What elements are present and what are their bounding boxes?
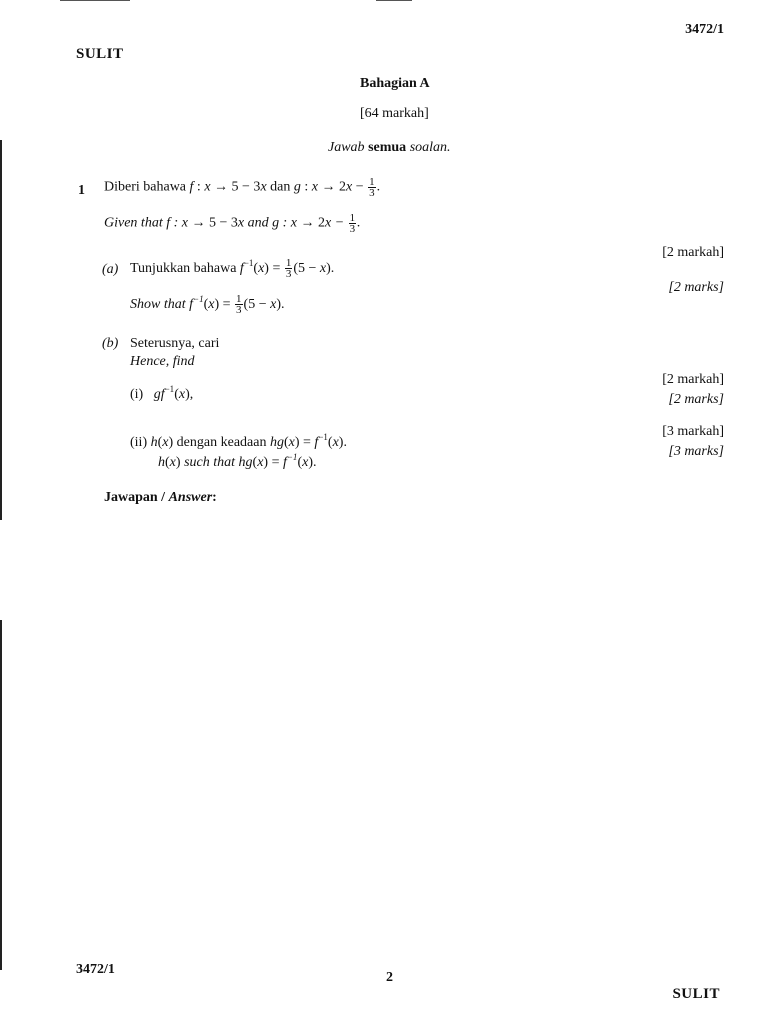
question-stem-en: Given that f : x → 5 − 3x and g : x → 2x − $\frac{1}{3}$ . [104, 212, 361, 235]
sub-i-marks-en: [2 marks] [668, 392, 724, 407]
question-stem-ms: Diberi bahawa f : x → 5 − 3x dan g : x → 2x − $\frac{1}{3}$ . [104, 176, 381, 199]
sub-ii-marks-ms: [3 markah] [662, 424, 724, 439]
scan-left-edge [0, 140, 2, 520]
fraction-one-third-a-en: $\frac{1}{3}$ [236, 293, 242, 317]
scan-left-edge-lower [0, 620, 2, 970]
part-b-text-ms: Seterusnya, cari [130, 336, 220, 351]
answer-label: Jawapan / Answer: [104, 490, 217, 505]
part-a-text-en: Show that $f^{-1}(x)$ = $\frac{1}{3}$ (5 − x). [130, 293, 285, 317]
scan-top-line-right [376, 0, 412, 1]
part-b-label: (b) [102, 336, 119, 351]
fraction-one-third-en: $\frac{1}{3}$ [349, 212, 356, 235]
paper-code-bottom: 3472/1 [76, 962, 115, 977]
sub-i-marks-ms: [2 markah] [662, 372, 724, 387]
part-a-label: (a) [102, 262, 119, 277]
section-marks: [64 markah] [360, 106, 429, 121]
sub-ii-text-en: h(x) such that $hg(x) = f^{-1}(x)$. [158, 452, 317, 470]
section-instruction: Jawab semua soalan. [328, 140, 451, 155]
sub-ii-marks-en: [3 marks] [668, 444, 724, 459]
part-b-text-en: Hence, find [130, 354, 195, 369]
part-a-marks-en: [2 marks] [668, 280, 724, 295]
sulit-label-top: SULIT [76, 46, 124, 62]
sub-i-text: (i) $gf^{-1}(x)$, [130, 384, 194, 402]
page-number: 2 [386, 970, 393, 985]
sub-ii-text-ms: (ii) h(x) dengan keadaan $hg(x) = f^{-1}(x)$. [130, 432, 347, 450]
part-a-text-ms: Tunjukkan bahawa $f^{-1}(x)$ = $\frac{1}{3}$ (5 − x). [130, 257, 335, 281]
fraction-one-third: $\frac{1}{3}$ [369, 176, 375, 199]
paper-code-top: 3472/1 [685, 22, 724, 37]
question-number: 1 [78, 183, 85, 198]
sulit-label-bottom: SULIT [672, 986, 720, 1002]
part-a-marks-ms: [2 markah] [662, 245, 724, 260]
fraction-one-third-a: $\frac{1}{3}$ [285, 257, 292, 281]
scan-top-line-left [60, 0, 130, 1]
section-title: Bahagian A [360, 76, 430, 91]
